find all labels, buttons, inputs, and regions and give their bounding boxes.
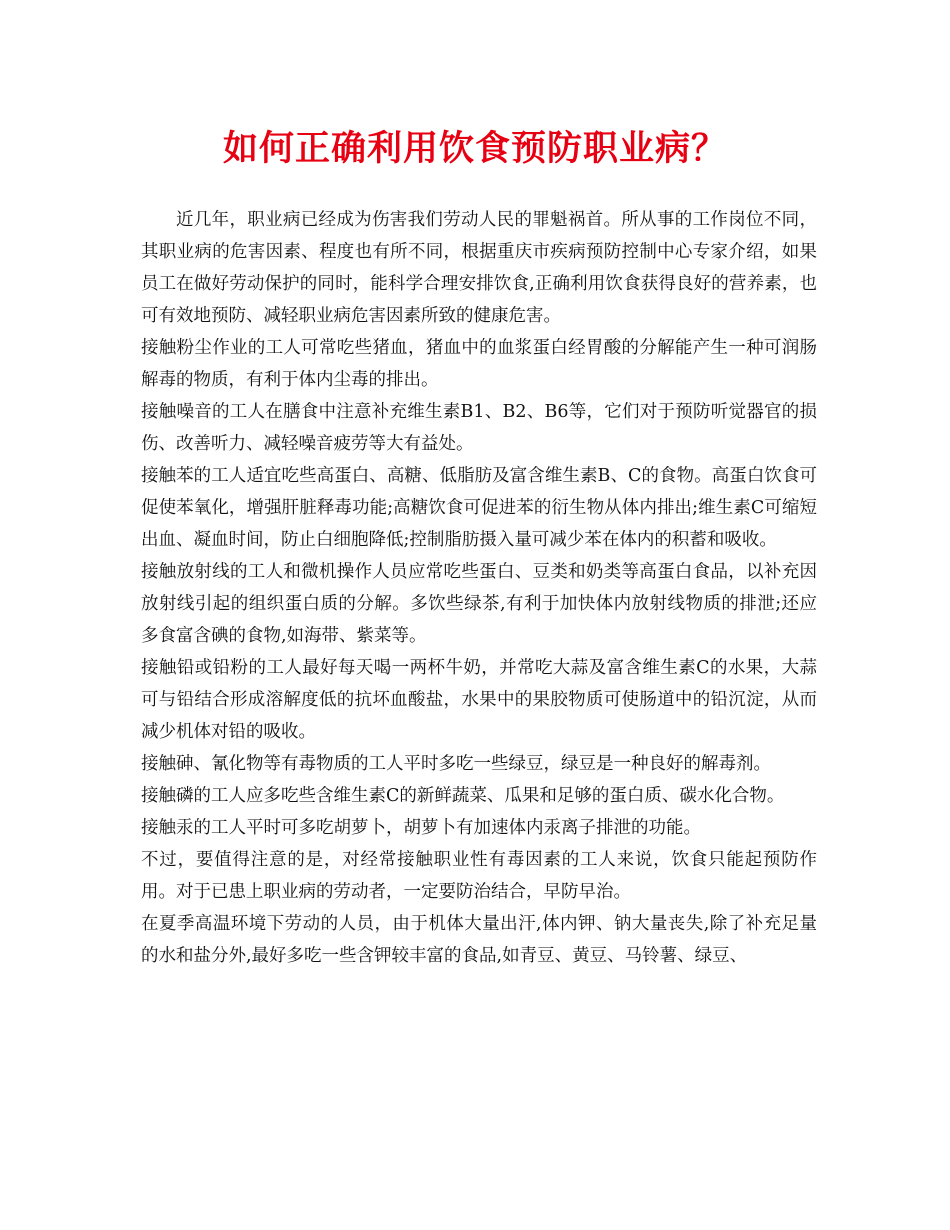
paragraph-arsenic: 接触砷、氰化物等有毒物质的工人平时多吃一些绿豆，绿豆是一种良好的解毒剂。 [141,754,771,774]
document-title: 如何正确利用饮食预防职业病？ [222,128,727,169]
paragraph-summer-heat: 在夏季高温环境下劳动的人员，由于机体大量出汗,体内钾、钠大量丧失,除了补充足量的水和盐分外,最好多吃一些含钾较丰富的食品,如青豆、黄豆、马铃薯、绿豆、 [141,914,817,966]
paragraph-note: 不过，要值得注意的是，对经常接触职业性有毒因素的工人来说，饮食只能起预防作用。对于已患上职业病的劳动者，一定要防治结合，早防早治。 [141,850,817,902]
document-body [141,204,817,972]
paragraph-lead: 接触铅或铅粉的工人最好每天喝一两杯牛奶，并常吃大蒜及富含维生素C的水果，大蒜可与铅结合形成溶解度低的抗坏血酸盐，水果中的果胶物质可使肠道中的铅沉淀，从而减少机体对铅的吸收。 [141,658,817,742]
paragraph-intro: 近几年，职业病已经成为伤害我们劳动人民的罪魁祸首。所从事的工作岗位不同，其职业病的危害因素、程度也有所不同，根据重庆市疾病预防控制中心专家介绍，如果员工在做好劳动保护的同时，能科学合理安排饮食,正确利用饮食获得良好的营养素，也可有效地预防、减轻职业病危害因素所致的健康危害。 [141,210,817,326]
paragraph-noise: 接触噪音的工人在膳食中注意补充维生素B1、B2、B6等，它们对于预防听觉器官的损伤、改善听力、减轻噪音疲劳等大有益处。 [141,402,817,454]
paragraph-benzene: 接触苯的工人适宜吃些高蛋白、高糖、低脂肪及富含维生素B、C的食物。高蛋白饮食可促使苯氧化，增强肝脏释毒功能;高糖饮食可促进苯的衍生物从体内排出;维生素C可缩短出血、凝血时间，防止白细胞降低;控制脂肪摄入量可减少苯在体内的积蓄和吸收。 [141,466,817,550]
paragraph-dust: 接触粉尘作业的工人可常吃些猪血，猪血中的血浆蛋白经胃酸的分解能产生一种可润肠解毒的物质，有利于体内尘毒的排出。 [141,338,817,390]
paragraph-mercury: 接触汞的工人平时可多吃胡萝卜，胡萝卜有加速体内汞离子排泄的功能。 [141,818,701,838]
paragraph-radiation: 接触放射线的工人和微机操作人员应常吃些蛋白、豆类和奶类等高蛋白食品，以补充因放射线引起的组织蛋白质的分解。多饮些绿茶,有利于加快体内放射线物质的排泄;还应多食富含碘的食物,如海带、紫菜等。 [141,562,817,646]
paragraph-phosphorus: 接触磷的工人应多吃些含维生素C的新鲜蔬菜、瓜果和足够的蛋白质、碳水化合物。 [141,786,785,806]
